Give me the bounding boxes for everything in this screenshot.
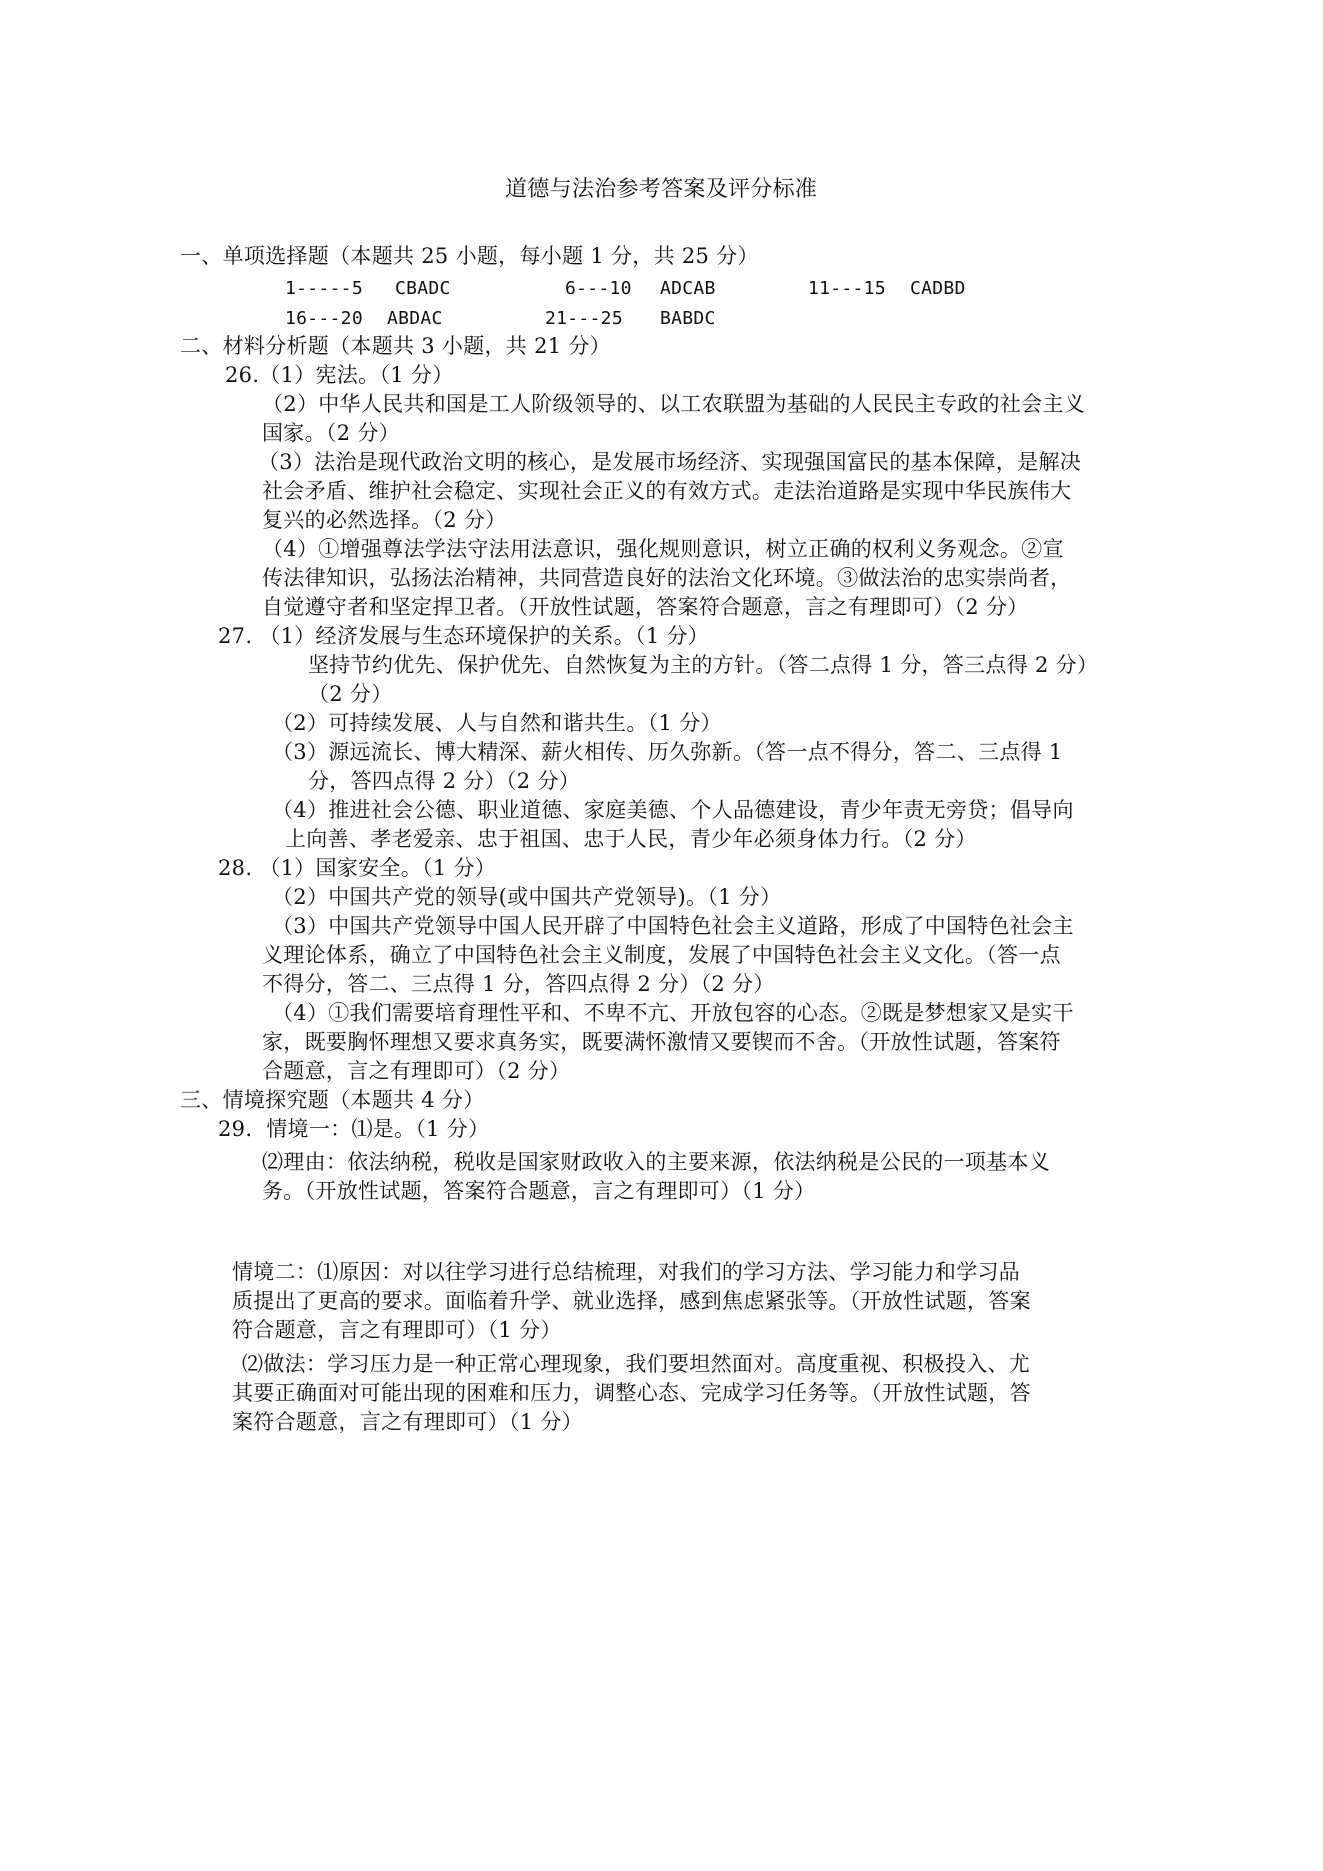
- q26-line: 自觉遵守者和坚定捍卫者。（开放性试题，答案符合题意，言之有理即可）（2 分）: [262, 595, 1029, 619]
- scenario2-line: 情境二：⑴原因：对以往学习进行总结梳理，对我们的学习方法、学习能力和学习品: [232, 1260, 1021, 1284]
- answer-key: CADBD: [910, 278, 966, 299]
- q29-line: ⑵理由：依法纳税，税收是国家财政收入的主要来源，依法纳税是公民的一项基本义: [262, 1150, 1051, 1174]
- section3-heading: 三、情境探究题（本题共 4 分）: [180, 1088, 485, 1112]
- q28-line: （4）①我们需要培育理性平和、不卑不亢、开放包容的心态。②既是梦想家又是实干: [272, 1001, 1074, 1025]
- section1-heading: 一、单项选择题（本题共 25 小题，每小题 1 分，共 25 分）: [180, 244, 759, 268]
- q26-line: 传法律知识，弘扬法治精神，共同营造良好的法治文化环境。③做法治的忠实崇尚者，: [262, 566, 1072, 590]
- scenario2-line: 其要正确面对可能出现的困难和压力，调整心态、完成学习任务等。（开放性试题，答: [232, 1381, 1031, 1405]
- answer-key: CBADC: [395, 278, 451, 299]
- answer-range: 21---25: [545, 308, 623, 329]
- q27-line: （2）可持续发展、人与自然和谐共生。（1 分）: [272, 711, 722, 735]
- q28-line: （3）中国共产党领导中国人民开辟了中国特色社会主义道路，形成了中国特色社会主: [272, 914, 1074, 938]
- q26-line: 社会矛盾、维护社会稳定、实现社会正义的有效方式。走法治道路是实现中华民族伟大: [262, 479, 1072, 503]
- q26-line: 国家。（2 分）: [262, 421, 400, 445]
- answer-key: ADCAB: [660, 278, 716, 299]
- q26-line: 复兴的必然选择。（2 分）: [262, 508, 507, 532]
- answer-range: 16---20: [285, 308, 363, 329]
- q26-line: （3）法治是现代政治文明的核心，是发展市场经济、实现强国富民的基本保障，是解决: [258, 450, 1082, 474]
- q26-line: 26.（1）宪法。（1 分）: [225, 363, 454, 387]
- page-title: 道德与法治参考答案及评分标准: [505, 177, 818, 202]
- q28-line: 28. （1）国家安全。（1 分）: [218, 856, 497, 880]
- scenario2-line: 质提出了更高的要求。面临着升学、就业选择，感到焦虑紧张等。（开放性试题，答案: [232, 1289, 1031, 1313]
- q27-line: 上向善、孝老爱亲、忠于祖国、忠于人民，青少年必须身体力行。（2 分）: [285, 827, 977, 851]
- q28-line: （2）中国共产党的领导(或中国共产党领导)。（1 分）: [272, 885, 782, 909]
- answer-range: 11---15: [808, 278, 886, 299]
- answer-key: ABDAC: [387, 308, 443, 329]
- section2-heading: 二、材料分析题（本题共 3 小题，共 21 分）: [180, 334, 611, 358]
- q27-line: 27. （1）经济发展与生态环境保护的关系。（1 分）: [218, 624, 710, 648]
- q26-line: （4）①增强尊法学法守法用法意识，强化规则意识，树立正确的权利义务观念。②宣: [262, 537, 1064, 561]
- scenario2-line: ⑵做法：学习压力是一种正常心理现象，我们要坦然面对。高度重视、积极投入、尤: [242, 1352, 1031, 1376]
- answer-range: 1-----5: [285, 278, 363, 299]
- q28-line: 家，既要胸怀理想又要求真务实，既要满怀激情又要锲而不舍。（开放性试题，答案符: [262, 1030, 1061, 1054]
- q29-line: 务。（开放性试题，答案符合题意，言之有理即可）（1 分）: [262, 1179, 816, 1203]
- scenario2-line: 符合题意，言之有理即可）（1 分）: [232, 1318, 562, 1342]
- answer-key: BABDC: [660, 308, 716, 329]
- scenario2-line: 案符合题意，言之有理即可）（1 分）: [232, 1410, 583, 1434]
- q28-line: 合题意，言之有理即可）（2 分）: [262, 1059, 571, 1083]
- q27-line: 坚持节约优先、保护优先、自然恢复为主的方针。（答二点得 1 分，答三点得 2 分）: [308, 653, 1099, 677]
- answer-range: 6---10: [565, 278, 632, 299]
- q29-line: 29. 情境一：⑴是。（1 分）: [218, 1117, 490, 1141]
- q26-line: （2）中华人民共和国是工人阶级领导的、以工农联盟为基础的人民民主专政的社会主义: [262, 392, 1086, 416]
- q27-line: （3）源远流长、博大精深、薪火相传、历久弥新。（答一点不得分，答二、三点得 1: [272, 740, 1063, 764]
- q27-line: （2 分）: [308, 682, 393, 706]
- q28-line: 不得分，答二、三点得 1 分，答四点得 2 分）（2 分）: [262, 972, 775, 996]
- q27-line: （4）推进社会公德、职业道德、家庭美德、个人品德建设，青少年责无旁贷；倡导向: [272, 798, 1074, 822]
- q28-line: 义理论体系，确立了中国特色社会主义制度，发展了中国特色社会主义文化。（答一点: [262, 943, 1061, 967]
- q27-line: 分，答四点得 2 分）（2 分）: [308, 769, 581, 793]
